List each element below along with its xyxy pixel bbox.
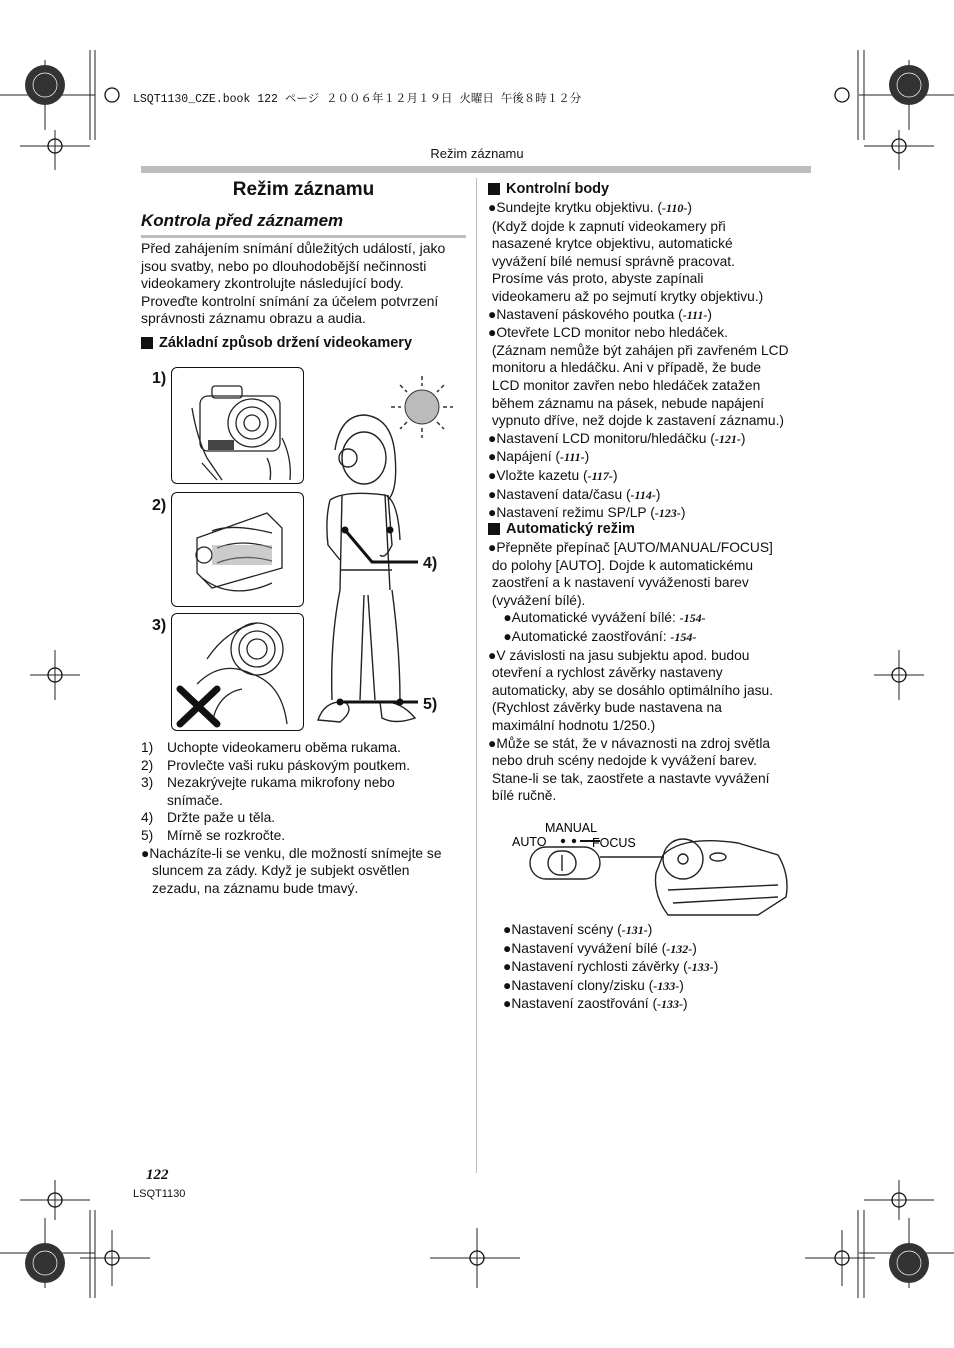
mode-switch-illustration xyxy=(508,815,793,925)
list-item xyxy=(488,539,818,557)
page-reference: -133- xyxy=(687,960,714,975)
list-item xyxy=(488,682,818,700)
list-item xyxy=(488,664,818,682)
grip-illustration-2 xyxy=(171,492,304,607)
list-item xyxy=(488,609,818,628)
running-header: Režim záznamu xyxy=(430,146,524,161)
check-list xyxy=(488,199,818,523)
list-item-text: ●Automatické zaostřování: xyxy=(488,628,671,644)
list-item xyxy=(488,557,818,575)
page-reference: -131- xyxy=(621,923,648,937)
list-item-text: ●Napájení ( xyxy=(488,449,560,465)
list-item-text: maximální hodnotu 1/250.) xyxy=(488,717,656,733)
list-item-text: (Záznam nemůže být zahájen při zavřeném LCD xyxy=(488,342,789,358)
check-heading-text: Kontrolní body xyxy=(506,181,610,197)
list-item xyxy=(488,253,818,271)
list-item-text: ●Nastavení scény ( xyxy=(503,922,622,937)
intro-line: jsou svatby, nebo po dlouhodobější nečinnosti xyxy=(141,257,427,274)
list-item-suffix: ) xyxy=(687,200,692,215)
hand-strap-icon xyxy=(172,493,303,606)
subtitle-rule xyxy=(141,235,466,238)
list-item xyxy=(503,940,813,959)
list-item-text: ●Nastavení clony/zisku ( xyxy=(503,977,654,993)
sun-icon xyxy=(391,376,453,438)
list-item xyxy=(488,218,818,236)
auto-heading xyxy=(488,521,635,537)
list-item-suffix: ) xyxy=(707,306,712,322)
list-item-text: automaticky, aby se dosáhlo optimálního jasu. xyxy=(488,682,774,698)
list-item-text: ●Nastavení data/času ( xyxy=(488,486,631,502)
intro-line: videokamery zkontrolujte následující body. xyxy=(141,275,404,292)
square-bullet-icon xyxy=(488,183,500,195)
grip-illustration-3-incorrect xyxy=(171,613,304,731)
list-item-text: ●Automatické vyvážení bílé: xyxy=(488,610,680,626)
page-reference: -117- xyxy=(587,468,613,483)
figure-label-4: 4) xyxy=(423,555,438,572)
list-item xyxy=(488,359,818,377)
list-item-text: zaostření a k nastavení vyváženosti barev xyxy=(488,575,749,591)
list-item-text: ●V závislosti na jasu subjektu apod. budou xyxy=(488,647,750,663)
list-item-text: ●Nastavení páskového poutka ( xyxy=(488,306,683,322)
list-item-text: ●Nastavení režimu SP/LP ( xyxy=(488,505,655,521)
page-reference: -154- xyxy=(670,629,697,644)
intro-paragraph xyxy=(141,240,466,328)
list-item: 5) Mírně se rozkročte. xyxy=(141,827,286,843)
figure-label-2: 2) xyxy=(152,497,167,514)
list-item-suffix: ) xyxy=(713,959,719,975)
list-item xyxy=(488,342,818,360)
print-header: LSQT1130_CZE.book 122 ページ ２００６年１２月１９日 火曜日 午後８時１２分 xyxy=(133,93,582,106)
list-item xyxy=(488,377,818,395)
square-bullet-icon xyxy=(141,337,153,349)
list-item xyxy=(488,430,818,449)
page-reference: -111- xyxy=(560,450,585,465)
list-item xyxy=(488,306,818,325)
auto-list xyxy=(488,539,818,805)
person-filming-illustration xyxy=(300,370,465,732)
switch-label-auto: AUTO xyxy=(512,835,547,849)
figure-label-5: 5) xyxy=(423,696,438,713)
figure-label-1: 1) xyxy=(152,370,167,387)
list-item-text: ●Přepněte přepínač [AUTO/MANUAL/FOCUS] xyxy=(488,540,773,555)
list-item xyxy=(503,958,813,977)
list-item-text: bílé ručně. xyxy=(488,788,557,804)
list-item xyxy=(488,467,818,486)
list-item-suffix: ) xyxy=(647,922,653,937)
list-item xyxy=(503,995,813,1014)
page-reference: -123- xyxy=(654,506,681,521)
list-item-text: (Když dojde k zapnutí videokamery při xyxy=(488,218,726,234)
intro-line: Před zahájením snímání důležitých událostí, jako xyxy=(141,240,446,256)
list-item: 3) Nezakrývejte rukama mikrofony nebo xyxy=(141,775,395,791)
sun-note-line: ●Nacházíte-li se venku, dle možností snímejte se xyxy=(141,845,442,861)
list-item xyxy=(488,486,818,505)
list-item xyxy=(488,699,818,717)
list-item-text: vyvážení bílé nemusí správně pracovat. xyxy=(488,253,735,269)
list-item-text: (vyvážení bílé). xyxy=(488,592,586,608)
list-item xyxy=(488,770,818,788)
list-item-text: Stane-li se tak, zaostřete a nastavte vyvážení xyxy=(488,770,770,786)
list-item xyxy=(488,324,818,342)
section-subtitle: Kontrola před záznamem xyxy=(141,211,344,230)
list-item: snímače. xyxy=(167,792,223,808)
list-item xyxy=(488,504,818,523)
list-item-suffix: ) xyxy=(683,996,688,1012)
list-item xyxy=(488,412,818,430)
list-item-text: během záznamu na pásek, nebude napájení xyxy=(488,395,765,411)
doc-code: LSQT1130 xyxy=(133,1188,186,1200)
list-item-text: ●Vložte kazetu ( xyxy=(488,467,588,483)
page-reference: -132- xyxy=(666,941,693,956)
camcorder-two-hands-icon xyxy=(172,368,303,483)
figure-label-3: 3) xyxy=(152,617,167,634)
list-item: 2) Provlečte vaši ruku páskovým poutkem. xyxy=(141,757,411,773)
sun-note-line: zezadu, na záznamu bude tmavý. xyxy=(152,880,359,896)
column-divider xyxy=(476,178,477,1173)
page-reference: -114- xyxy=(630,487,656,502)
list-item: 4) Držte paže u těla. xyxy=(141,810,276,826)
intro-line: správnosti záznamu obrazu a audia. xyxy=(141,310,366,327)
list-item xyxy=(488,448,818,467)
page-reference: -111- xyxy=(682,307,708,322)
grip-heading-text: Základní způsob držení videokamery xyxy=(159,335,413,351)
list-item-text: monitoru a hledáčku. Ani v případě, že bude xyxy=(488,360,762,376)
list-item xyxy=(488,752,818,770)
switch-label-manual: MANUAL xyxy=(545,821,598,835)
list-item-text: nasazené krytce objektivu, automatické xyxy=(488,236,733,252)
list-item: 1) Uchopte videokameru oběma rukama. xyxy=(141,740,401,755)
list-item-suffix: ) xyxy=(692,940,697,956)
list-item xyxy=(488,199,818,218)
list-item-text: ●Sundejte krytku objektivu. ( xyxy=(488,200,662,215)
page-reference: -154- xyxy=(679,611,706,626)
list-item xyxy=(488,270,818,288)
auto-heading-text: Automatický režim xyxy=(506,521,635,537)
page-reference: -133- xyxy=(653,978,680,993)
list-item xyxy=(488,235,818,253)
list-item-text: ●Nastavení LCD monitoru/hledáčku ( xyxy=(488,430,715,446)
list-item-suffix: ) xyxy=(680,505,686,521)
list-item xyxy=(488,592,818,610)
person-figure xyxy=(318,415,415,722)
page-reference: -133- xyxy=(657,997,684,1012)
list-item-text: ●Nastavení zaostřování ( xyxy=(503,996,658,1012)
page-number: 122 xyxy=(146,1167,169,1183)
covered-microphone-icon xyxy=(172,614,303,730)
grip-illustration-1 xyxy=(171,367,304,484)
page-title: Režim záznamu xyxy=(232,179,375,200)
list-item xyxy=(488,628,818,647)
list-item xyxy=(488,735,818,753)
list-item-text: videokameru až po sejmutí krytky objektivu.) xyxy=(488,288,764,304)
sun-note-line: sluncem za zády. Když je subjekt osvětlen xyxy=(152,863,410,879)
list-item-text: Prosíme vás proto, abyste zapínali xyxy=(488,271,704,287)
list-item-text: nebo druh scény nedojde k vyvážení barev. xyxy=(488,753,757,769)
list-item-suffix: ) xyxy=(655,486,661,502)
page-reference: -121- xyxy=(714,431,741,446)
list-item xyxy=(488,574,818,592)
list-item-text: do polohy [AUTO]. Dojde k automatickému xyxy=(488,557,754,573)
list-item-suffix: ) xyxy=(740,430,746,446)
square-bullet-icon xyxy=(488,523,500,535)
list-item xyxy=(488,717,818,735)
list-item-text: ●Nastavení vyvážení bílé ( xyxy=(503,940,667,956)
intro-line: Proveďte kontrolní snímání za účelem potvrzení xyxy=(141,292,439,309)
list-item xyxy=(488,647,818,665)
grip-heading xyxy=(141,335,412,351)
list-item-suffix: ) xyxy=(679,977,684,993)
list-item-suffix: ) xyxy=(584,449,590,465)
list-item xyxy=(488,787,818,805)
list-item-text: ●Nastavení rychlosti závěrky ( xyxy=(503,959,688,975)
list-item xyxy=(503,977,813,996)
list-item xyxy=(503,921,813,940)
list-item xyxy=(488,288,818,306)
list-item xyxy=(488,395,818,413)
grip-steps-list xyxy=(141,739,466,897)
page-reference: -110- xyxy=(661,201,688,215)
list-item-text: otevření a rychlost závěrky nastaveny xyxy=(488,665,723,681)
header-rule xyxy=(141,166,811,173)
list-item-text: ●Může se stát, že v návaznosti na zdroj světla xyxy=(488,735,771,751)
switch-label-focus: FOCUS xyxy=(592,836,636,850)
list-item-text: (Rychlost závěrky bude nastavena na xyxy=(488,700,722,716)
manual-settings-list xyxy=(503,921,813,1014)
list-item-text: ●Otevřete LCD monitor nebo hledáček. xyxy=(488,325,728,341)
list-item-text: LCD monitor zavřen nebo hledáček zatažen xyxy=(488,377,761,393)
list-item-text: vypnuto dříve, než dojde k zastavení záznamu.) xyxy=(488,413,785,429)
check-heading xyxy=(488,181,609,197)
list-item-suffix: ) xyxy=(612,467,618,483)
